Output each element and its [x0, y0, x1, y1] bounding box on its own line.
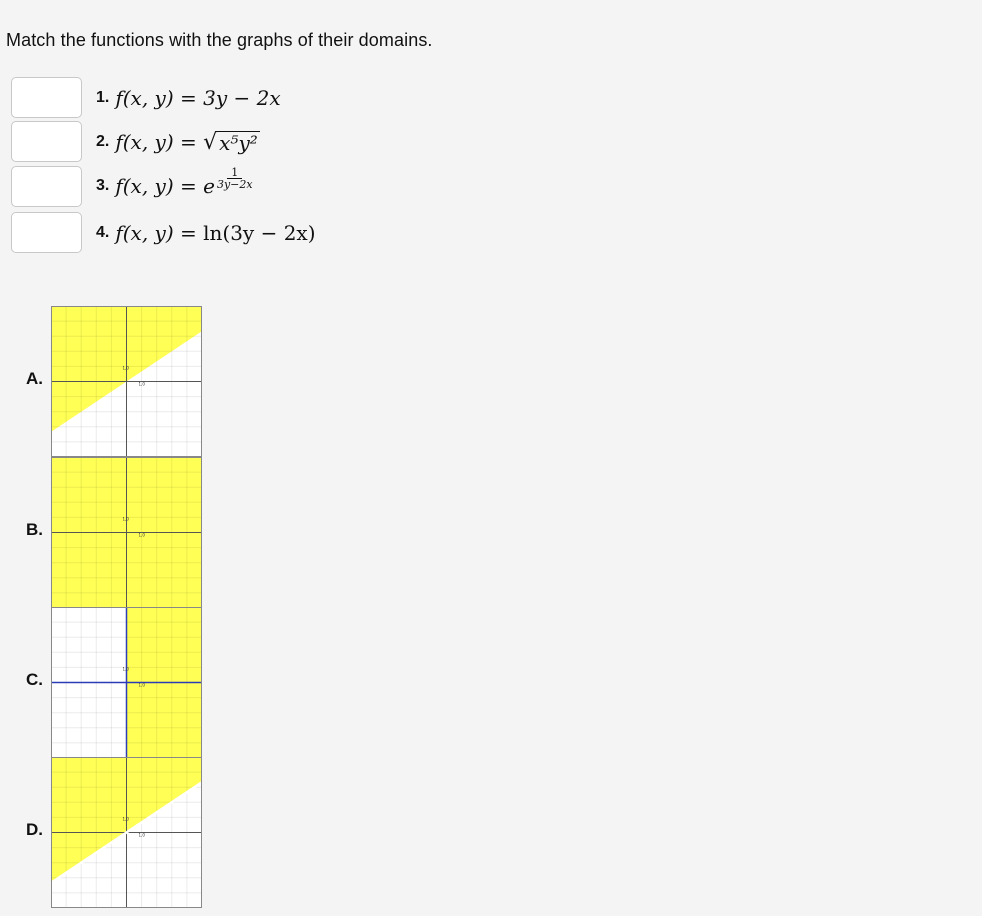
answer-box-4[interactable]: [11, 212, 82, 253]
graph-a[interactable]: [51, 306, 202, 457]
tick-label: 1,0: [138, 381, 145, 387]
graph-d[interactable]: [51, 757, 202, 908]
graph-b[interactable]: [51, 457, 202, 608]
exponent-denominator: 3y−2x: [216, 177, 253, 191]
graph-label-d: D.: [26, 820, 43, 839]
radicand: x⁵y²: [219, 130, 258, 155]
function-lhs: f(x, y) =: [115, 221, 197, 245]
answer-box-3[interactable]: [11, 166, 82, 207]
function-number: 1.: [96, 89, 110, 106]
tick-label: 1,0: [138, 832, 145, 838]
function-lhs: f(x, y) =: [115, 174, 197, 198]
exponent-fraction: [217, 167, 253, 190]
function-3: [96, 165, 253, 201]
function-rhs: ln(3y − 2x): [203, 221, 316, 245]
graph-c-plot: [51, 607, 202, 758]
answer-box-1[interactable]: [11, 77, 82, 118]
function-lhs: f(x, y) =: [115, 130, 197, 154]
function-lhs: f(x, y) =: [115, 86, 197, 110]
answer-box-2[interactable]: [11, 121, 82, 162]
tick-label: 1,0: [122, 816, 129, 822]
graph-a-plot: [51, 306, 202, 457]
tick-label: 1,0: [122, 516, 129, 522]
sqrt-expression: [203, 131, 260, 154]
tick-label: 1,0: [122, 365, 129, 371]
question-prompt: Match the functions with the graphs of their domains.: [6, 30, 433, 50]
graph-b-plot: [51, 457, 202, 608]
graph-label-b: B.: [26, 520, 43, 539]
graph-c[interactable]: [51, 607, 202, 758]
function-rhs: 3y − 2x: [203, 86, 281, 110]
function-4: [96, 218, 316, 248]
function-number: 3.: [96, 177, 110, 194]
graph-label-c: C.: [26, 670, 43, 689]
function-1: [96, 83, 281, 113]
exponent-numerator: 1: [227, 167, 242, 179]
tick-label: 1,0: [138, 532, 145, 538]
sqrt-icon: √: [203, 129, 218, 155]
graph-label-a: A.: [26, 369, 43, 388]
tick-label: 1,0: [138, 682, 145, 688]
function-number: 2.: [96, 133, 110, 150]
tick-label: 1,0: [122, 666, 129, 672]
graph-d-plot: [51, 757, 202, 908]
function-number: 4.: [96, 224, 110, 241]
function-2: [96, 127, 260, 157]
exp-base: e: [203, 174, 215, 198]
